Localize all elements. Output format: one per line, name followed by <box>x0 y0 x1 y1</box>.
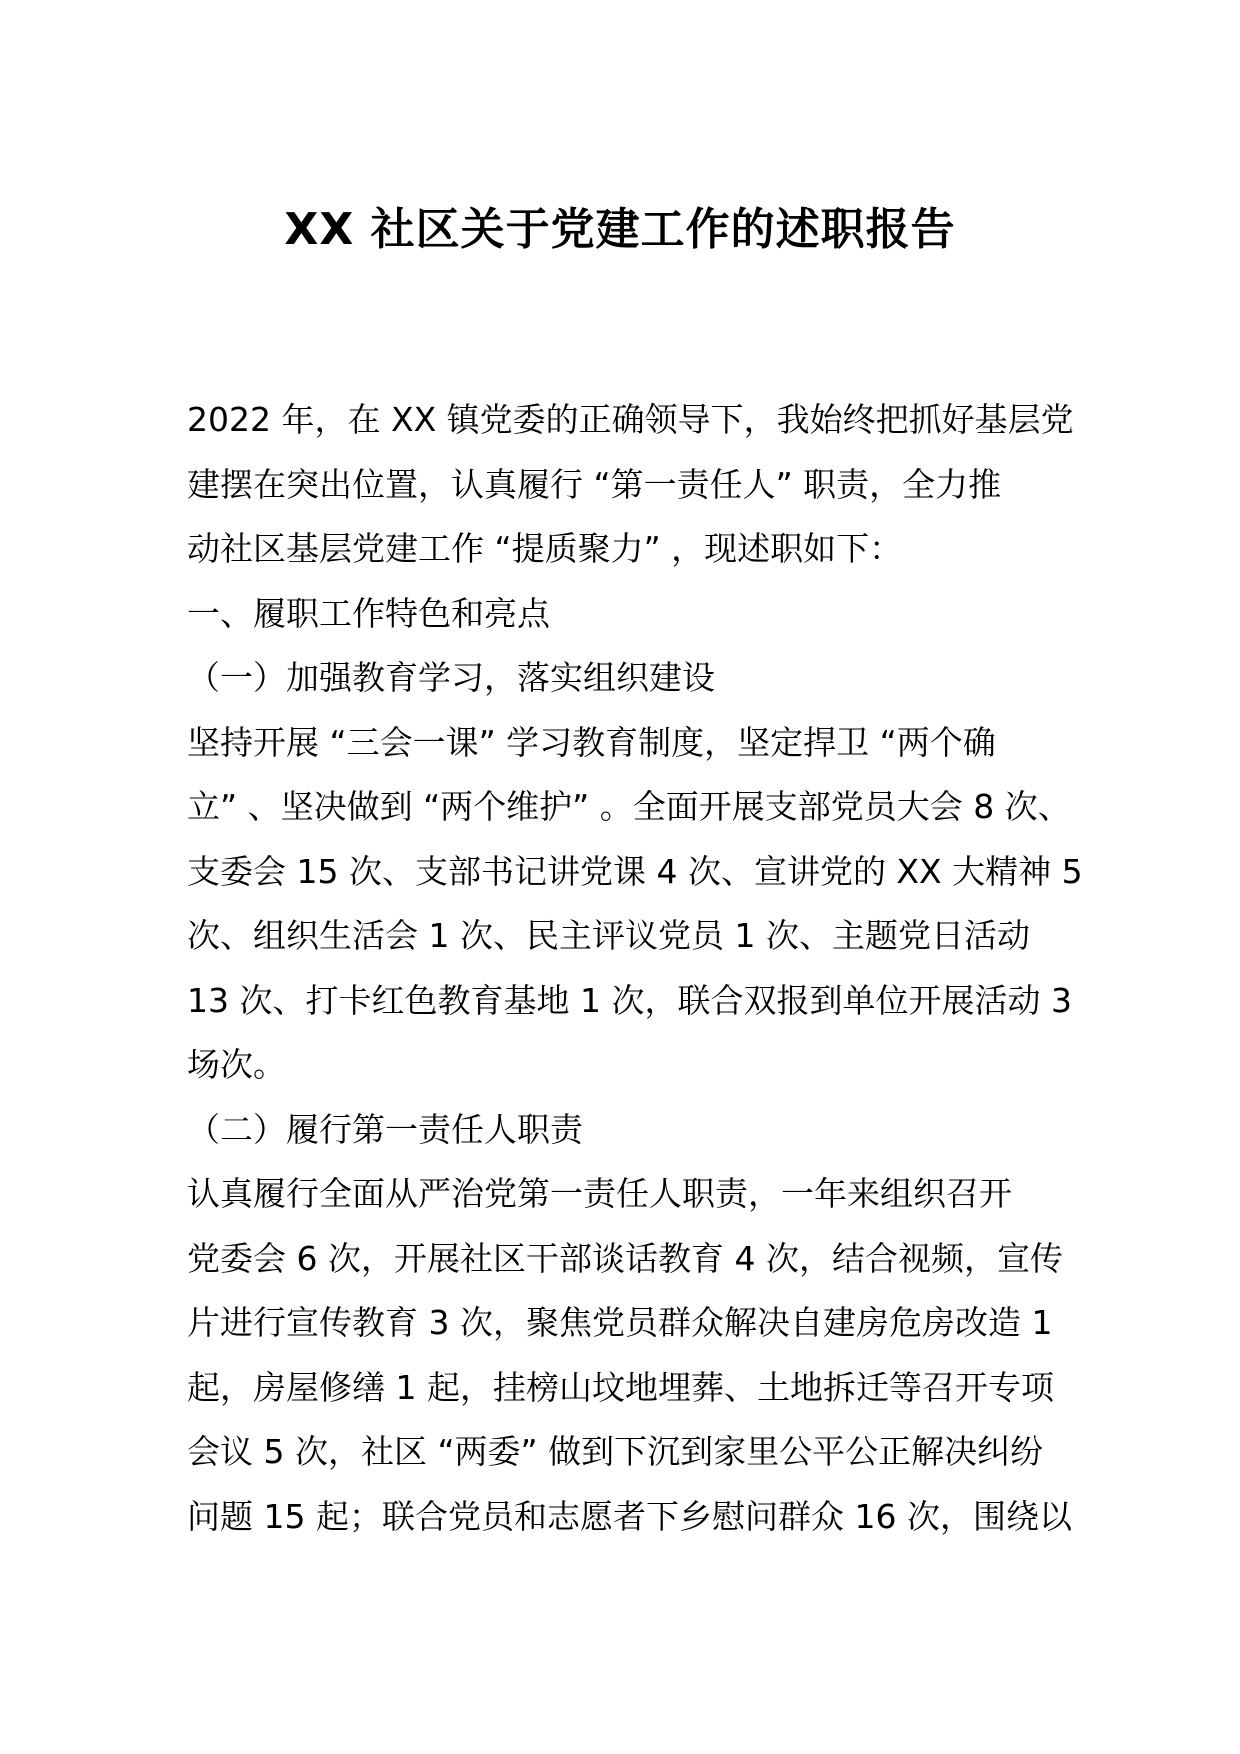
paragraph-line-18: 问题 15 起；联合党员和志愿者下乡慰问群众 16 次，围绕以 <box>187 1496 1072 1536</box>
subsection-heading-1: （一）加强教育学习，落实组织建设 <box>187 658 715 697</box>
paragraph-line-14: 党委会 6 次，开展社区干部谈话教育 4 次，结合视频，宣传 <box>187 1238 1063 1278</box>
paragraph-line-9: 次、组织生活会 1 次、民主评议党员 1 次、主题党日活动 <box>187 916 1030 955</box>
document-title: XX 社区关于党建工作的述职报告 <box>284 204 956 255</box>
paragraph-line-16: 起，房屋修缮 1 起，挂榜山坟地埋葬、土地拆迁等召开专项 <box>187 1367 1054 1407</box>
paragraph-line-3: 动社区基层党建工作 “提质聚力” ，现述职如下： <box>187 529 903 568</box>
paragraph-line-1: 2022 年，在 XX 镇党委的正确领导下，我始终把抓好基层党 <box>187 400 1074 439</box>
paragraph-line-6: 坚持开展 “三会一课” 学习教育制度，坚定捍卫 “两个确 <box>187 722 996 762</box>
section-heading-1: 一、履职工作特色和亮点 <box>187 593 550 633</box>
paragraph-line-10: 13 次、打卡红色教育基地 1 次，联合双报到单位开展活动 3 <box>187 980 1072 1020</box>
document-body <box>187 388 1083 1549</box>
paragraph-line-2: 建摆在突出位置，认真履行 “第一责任人” 职责，全力推 <box>187 464 1002 504</box>
paragraph-line-8: 支委会 15 次、支部书记讲党课 4 次、宣讲党的 XX 大精神 5 <box>187 851 1083 891</box>
paragraph-line-17: 会议 5 次，社区 “两委” 做到下沉到家里公平公正解决纠纷 <box>187 1432 1044 1471</box>
paragraph-line-7: 立” 、坚决做到 “两个维护” 。全面开展支部党员大会 8 次、 <box>187 787 1071 826</box>
paragraph-line-15: 片进行宣传教育 3 次，聚焦党员群众解决自建房危房改造 1 <box>187 1303 1053 1342</box>
subsection-heading-2: （二）履行第一责任人职责 <box>187 1109 583 1149</box>
paragraph-line-13: 认真履行全面从严治党第一责任人职责，一年来组织召开 <box>187 1174 1012 1213</box>
paragraph-line-11: 场次。 <box>187 1045 286 1084</box>
